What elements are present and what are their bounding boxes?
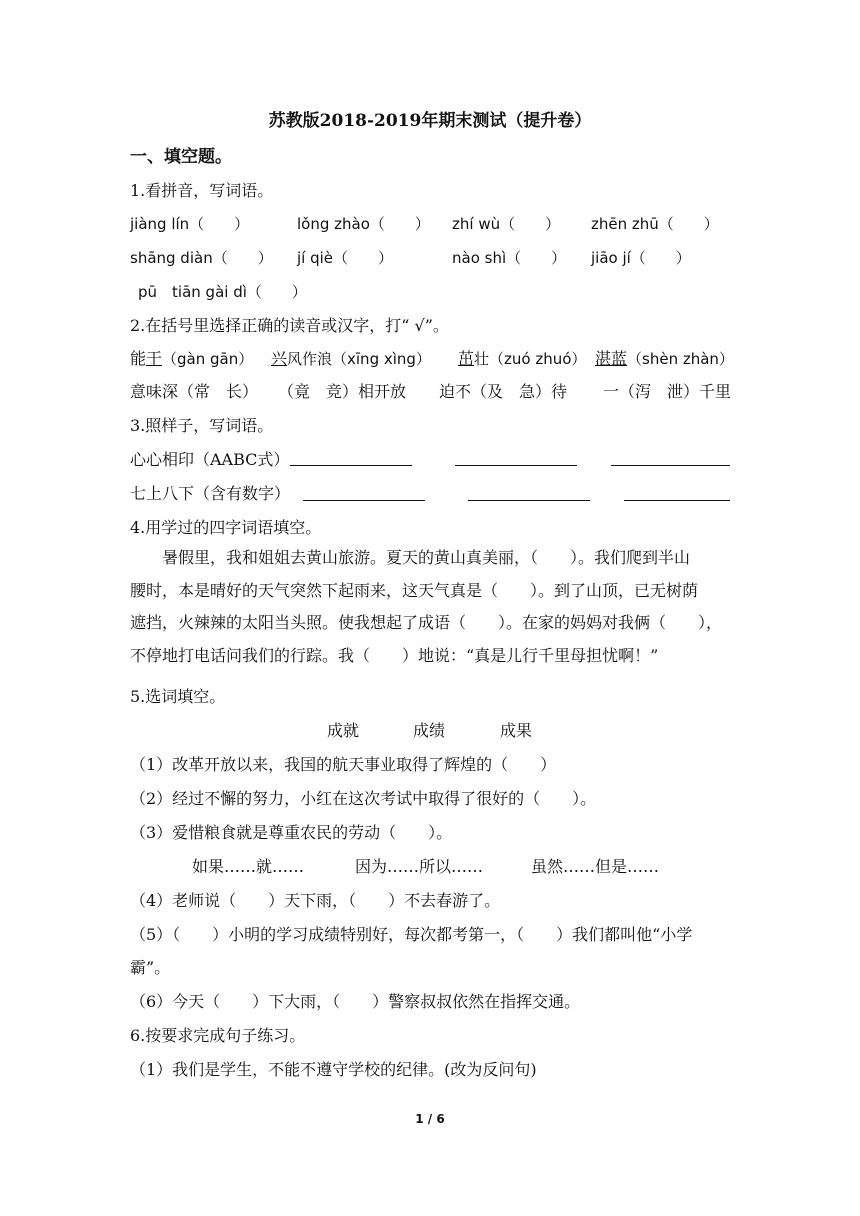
pinyin-item: jiàng lín（ ） — [130, 215, 250, 233]
char-choice-item: （竟 竞）相开放 — [278, 382, 407, 401]
word-option: 如果……就…… — [192, 857, 305, 876]
question-6-heading: 6.按要求完成句子练习。 — [130, 1026, 306, 1045]
answer-blank[interactable] — [624, 500, 730, 501]
question-item: （4）老师说（ ）天下雨，（ ）不去春游了。 — [130, 891, 501, 910]
question-3-heading: 3.照样子，写词语。 — [130, 416, 274, 435]
example-label: 七上八下（含有数字） — [130, 484, 291, 503]
pinyin-item: lǒng zhào（ ） — [297, 215, 430, 233]
word-option: 成绩 — [413, 721, 446, 740]
pinyin-item: jiāo jí（ ） — [591, 249, 691, 267]
question-item: （1）我们是学生，不能不遵守学校的纪律。(改为反问句) — [130, 1060, 537, 1079]
reading-choice-item — [271, 348, 431, 370]
example-label: 心心相印（AABC式） — [130, 450, 290, 469]
pinyin-item: jí qiè（ ） — [297, 249, 394, 267]
passage-line: 不停地打电话问我们的行踪。我（ ）地说：“真是儿行千里母担忧啊！” — [130, 645, 659, 665]
answer-blank[interactable] — [303, 500, 425, 501]
char-choice-item: 迫不（及 急）待 — [439, 382, 568, 401]
reading-choice-item — [130, 348, 253, 370]
pinyin-row-3: pū tiān gài dì（ ） — [138, 283, 307, 301]
question-1-heading: 1.看拼音，写词语。 — [130, 181, 274, 200]
question-item: （1）改革开放以来，我国的航天事业取得了辉煌的（ ） — [130, 755, 557, 774]
answer-blank[interactable] — [290, 465, 412, 466]
page-number: 1 / 6 — [415, 1112, 445, 1126]
reading-choice-item — [595, 348, 734, 370]
question-item: （3）爱惜粮食就是尊重农民的劳动（ ）。 — [130, 823, 453, 842]
options: 壮（zuó zhuó） — [474, 350, 587, 368]
question-item: （6）今天（ ）下大雨，（ ）警察叔叔依然在指挥交通。 — [130, 992, 581, 1011]
word-option: 成果 — [500, 721, 533, 740]
pinyin-item: nào shì（ ） — [452, 249, 567, 267]
page-title: 苏教版2018-2019年期末测试（提升卷） — [268, 111, 592, 131]
answer-blank[interactable] — [611, 465, 730, 466]
options: 风作浪（xīng xìng） — [287, 350, 431, 368]
underlined-char: 干 — [146, 349, 163, 368]
passage-line: 遮挡，火辣辣的太阳当头照。使我想起了成语（ ）。在家的妈妈对我俩（ ）， — [130, 613, 723, 632]
options: （gàn gān） — [162, 350, 254, 368]
answer-blank[interactable] — [455, 465, 577, 466]
passage-line: 腰时，本是晴好的天气突然下起雨来，这天气真是（ ）。到了山顶，已无树荫 — [130, 580, 699, 600]
underlined-char: 兴 — [271, 349, 288, 368]
answer-blank[interactable] — [468, 500, 590, 501]
reading-choice-item — [458, 348, 586, 370]
pinyin-item: shāng diàn（ ） — [130, 249, 273, 267]
section-heading: 一、填空题。 — [130, 147, 232, 167]
question-5-heading: 5.选词填空。 — [130, 687, 226, 706]
options: （shèn zhàn） — [627, 350, 734, 368]
word-option: 虽然……但是…… — [531, 857, 660, 876]
passage — [130, 542, 730, 672]
underlined-char: 湛蓝 — [595, 349, 628, 368]
question-4-heading: 4.用学过的四字词语填空。 — [130, 518, 322, 537]
underlined-char: 茁 — [458, 349, 475, 368]
pinyin-item: zhí wù（ ） — [452, 215, 561, 233]
word-option: 因为……所以…… — [355, 857, 484, 876]
char-choice-item: 意味深（常 长） — [130, 382, 259, 401]
passage-line: 暑假里，我和姐姐去黄山旅游。夏天的黄山真美丽，（ ）。我们爬到半山 — [162, 548, 691, 567]
word-option: 成就 — [327, 721, 360, 740]
char: 能 — [130, 349, 147, 368]
question-item: （5）（ ）小明的学习成绩特别好，每次都考第一，（ ）我们都叫他“小学 — [130, 925, 693, 944]
char-choice-item: 一（泻 泄）千里 — [603, 382, 732, 401]
question-item: （2）经过不懈的努力，小红在这次考试中取得了很好的（ ）。 — [130, 789, 597, 808]
pinyin-item: zhēn zhū（ ） — [591, 215, 719, 233]
question-2-heading: 2.在括号里选择正确的读音或汉字，打“ √”。 — [130, 316, 449, 335]
question-item-continued: 霸”。 — [130, 958, 171, 977]
